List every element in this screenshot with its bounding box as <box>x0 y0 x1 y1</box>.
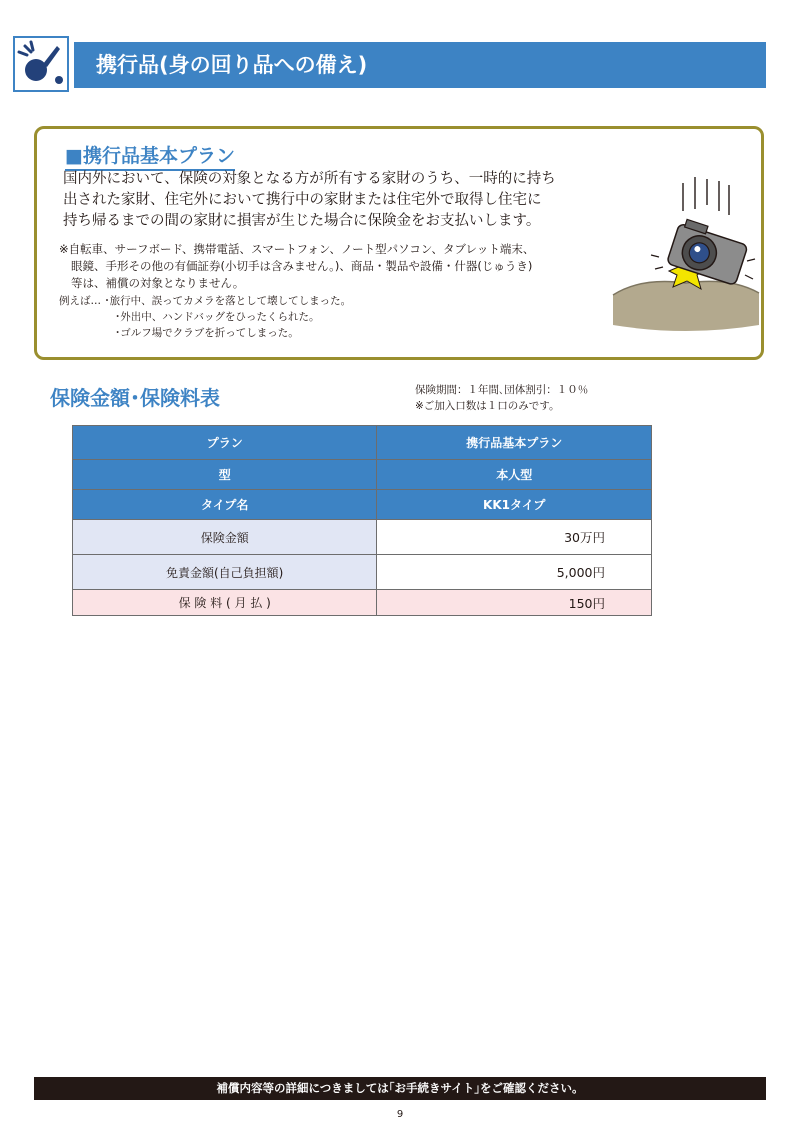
premium-note: 保険期間：１年間､団体割引：１０％ <box>415 384 589 396</box>
table-header-value: KK1タイプ <box>377 490 652 520</box>
fee-value: 150円 <box>377 590 652 616</box>
footer-bar: 補償内容等の詳細につきましては｢お手続きサイト｣をご確認ください。 <box>34 1077 766 1100</box>
table-row <box>73 490 652 520</box>
page-number: 9 <box>396 1109 404 1120</box>
table-header-value: 本人型 <box>377 460 652 490</box>
plan-note-line: ※自転車、サーフボード、携帯電話、スマートフォン、ノート型パソコン、タブレット端末、 <box>59 242 535 256</box>
page-title: 携行品(身の回り品への備え) <box>96 53 368 77</box>
premium-section-title: 保険金額･保険料表 <box>50 386 220 410</box>
example-item: ･ゴルフ場でクラブを折ってしまった。 <box>115 327 299 339</box>
table-header-label: タイプ名 <box>73 490 377 520</box>
plan-description-line: 持ち帰るまでの間の家財に損害が生じた場合に保険金をお支払いします。 <box>63 213 541 229</box>
table-header-value: 携行品基本プラン <box>377 426 652 460</box>
plan-description-line: 国内外において、保険の対象となる方が所有する家財のうち、一時的に持ち <box>63 171 556 187</box>
plan-description-line: 出された家財、住宅外において携行中の家財または住宅外で取得し住宅に <box>63 192 542 208</box>
table-row <box>73 590 652 616</box>
table-cell-label: 免責金額(自己負担額) <box>73 555 377 590</box>
plan-box <box>34 126 764 360</box>
header-bar <box>74 42 766 88</box>
plan-examples <box>59 293 351 341</box>
table-cell-value: 30万円 <box>377 520 652 555</box>
premium-note: ※ご加入口数は１口のみです。 <box>415 400 560 412</box>
table-header-label: プラン <box>73 426 377 460</box>
example-item: ･旅行中、誤ってカメラを落として壊してしまった。 <box>104 295 352 307</box>
fee-label: 保 険 料 ( 月 払 ) <box>73 590 377 616</box>
table-row <box>73 520 652 555</box>
table-cell-label: 保険金額 <box>73 520 377 555</box>
table-row <box>73 460 652 490</box>
plan-description <box>63 169 603 232</box>
plan-note <box>59 241 619 292</box>
plan-note-line: 等は、補償の対象となりません。 <box>71 276 245 290</box>
phone-drop-icon <box>13 36 69 92</box>
example-item: ･外出中、ハンドバッグをひったくられた。 <box>115 311 320 323</box>
table-row <box>73 555 652 590</box>
table-row <box>73 426 652 460</box>
examples-prefix: 例えば… <box>59 295 105 307</box>
table-header-label: 型 <box>73 460 377 490</box>
plan-heading: ■携行品基本プラン <box>65 141 235 171</box>
premium-table <box>72 425 652 616</box>
premium-notes <box>415 382 588 414</box>
plan-note-line: 眼鏡、手形その他の有価証券(小切手は含みません。)、商品・製品や設備・什器(じゅうき) <box>71 259 533 273</box>
falling-camera-icon <box>611 175 761 331</box>
table-cell-value: 5,000円 <box>377 555 652 590</box>
